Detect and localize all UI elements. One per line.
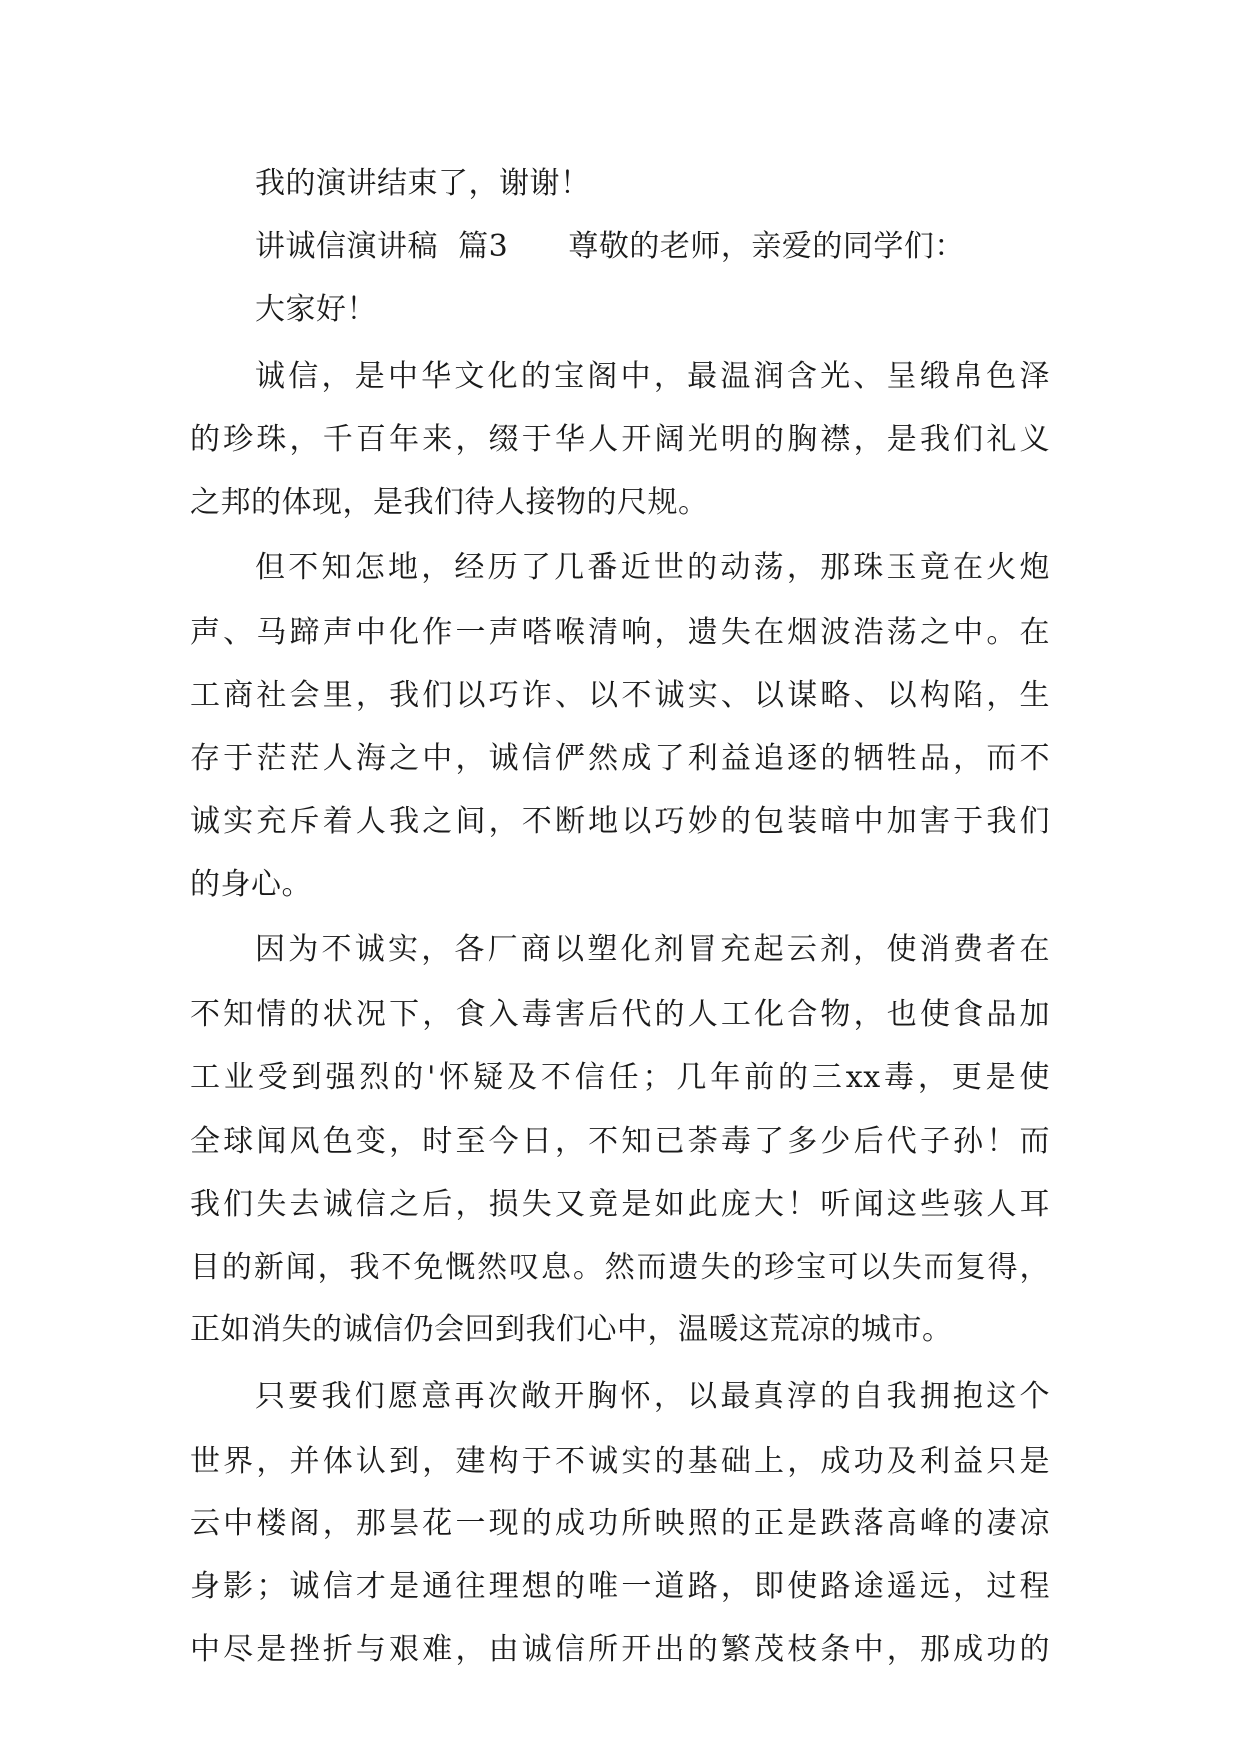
text-line: 讲诚信演讲稿 篇3 尊敬的老师，亲爱的同学们： (255, 229, 965, 264)
text-line: 我的演讲结束了，谢谢！ (255, 166, 591, 201)
text-line: 正如消失的诚信仍会回到我们心中，温暖这荒凉的城市。 (190, 1312, 953, 1347)
text-line: 云中楼阁，那昙花一现的成功所映照的正是跌落高峰的凄凉 (190, 1506, 1050, 1541)
text-line: 因为不诚实，各厂商以塑化剂冒充起云剂，使消费者在 (255, 932, 1050, 967)
text-line: 大家好！ (255, 292, 377, 327)
text-line: 全球闻风色变，时至今日，不知已荼毒了多少后代子孙！而 (190, 1124, 1050, 1159)
text-line: 声、马蹄声中化作一声嗒喉清响，遗失在烟波浩荡之中。在 (190, 615, 1050, 650)
text-line: 诚实充斥着人我之间，不断地以巧妙的包装暗中加害于我们 (190, 804, 1050, 839)
text-line: 诚信，是中华文化的宝阁中，最温润含光、呈缎帛色泽 (255, 359, 1050, 394)
text-line: 我们失去诚信之后，损失又竟是如此庞大！听闻这些骇人耳 (190, 1187, 1050, 1222)
text-line: 工业受到强烈的'怀疑及不信任；几年前的三xx毒，更是使 (190, 1060, 1050, 1095)
text-line: 身影；诚信才是通往理想的唯一道路，即使路途遥远，过程 (190, 1569, 1050, 1604)
text-line: 但不知怎地，经历了几番近世的动荡，那珠玉竟在火炮 (255, 550, 1050, 585)
text-line: 中尽是挫折与艰难，由诚信所开出的繁茂枝条中，那成功的 (190, 1632, 1050, 1667)
text-line: 目的新闻，我不免慨然叹息。然而遗失的珍宝可以失而复得， (190, 1250, 1050, 1285)
text-line: 工商社会里，我们以巧诈、以不诚实、以谋略、以构陷，生 (190, 678, 1050, 713)
text-line: 的身心。 (190, 867, 312, 902)
text-line: 存于茫茫人海之中，诚信俨然成了利益追逐的牺牲品，而不 (190, 741, 1050, 776)
text-line: 只要我们愿意再次敞开胸怀，以最真淳的自我拥抱这个 (255, 1379, 1050, 1414)
text-line: 之邦的体现，是我们待人接物的尺规。 (190, 485, 709, 520)
text-line: 的珍珠，千百年来，缀于华人开阔光明的胸襟，是我们礼义 (190, 422, 1050, 457)
text-line: 世界，并体认到，建构于不诚实的基础上，成功及利益只是 (190, 1444, 1050, 1479)
text-line: 不知情的状况下，食入毒害后代的人工化合物，也使食品加 (190, 997, 1050, 1032)
